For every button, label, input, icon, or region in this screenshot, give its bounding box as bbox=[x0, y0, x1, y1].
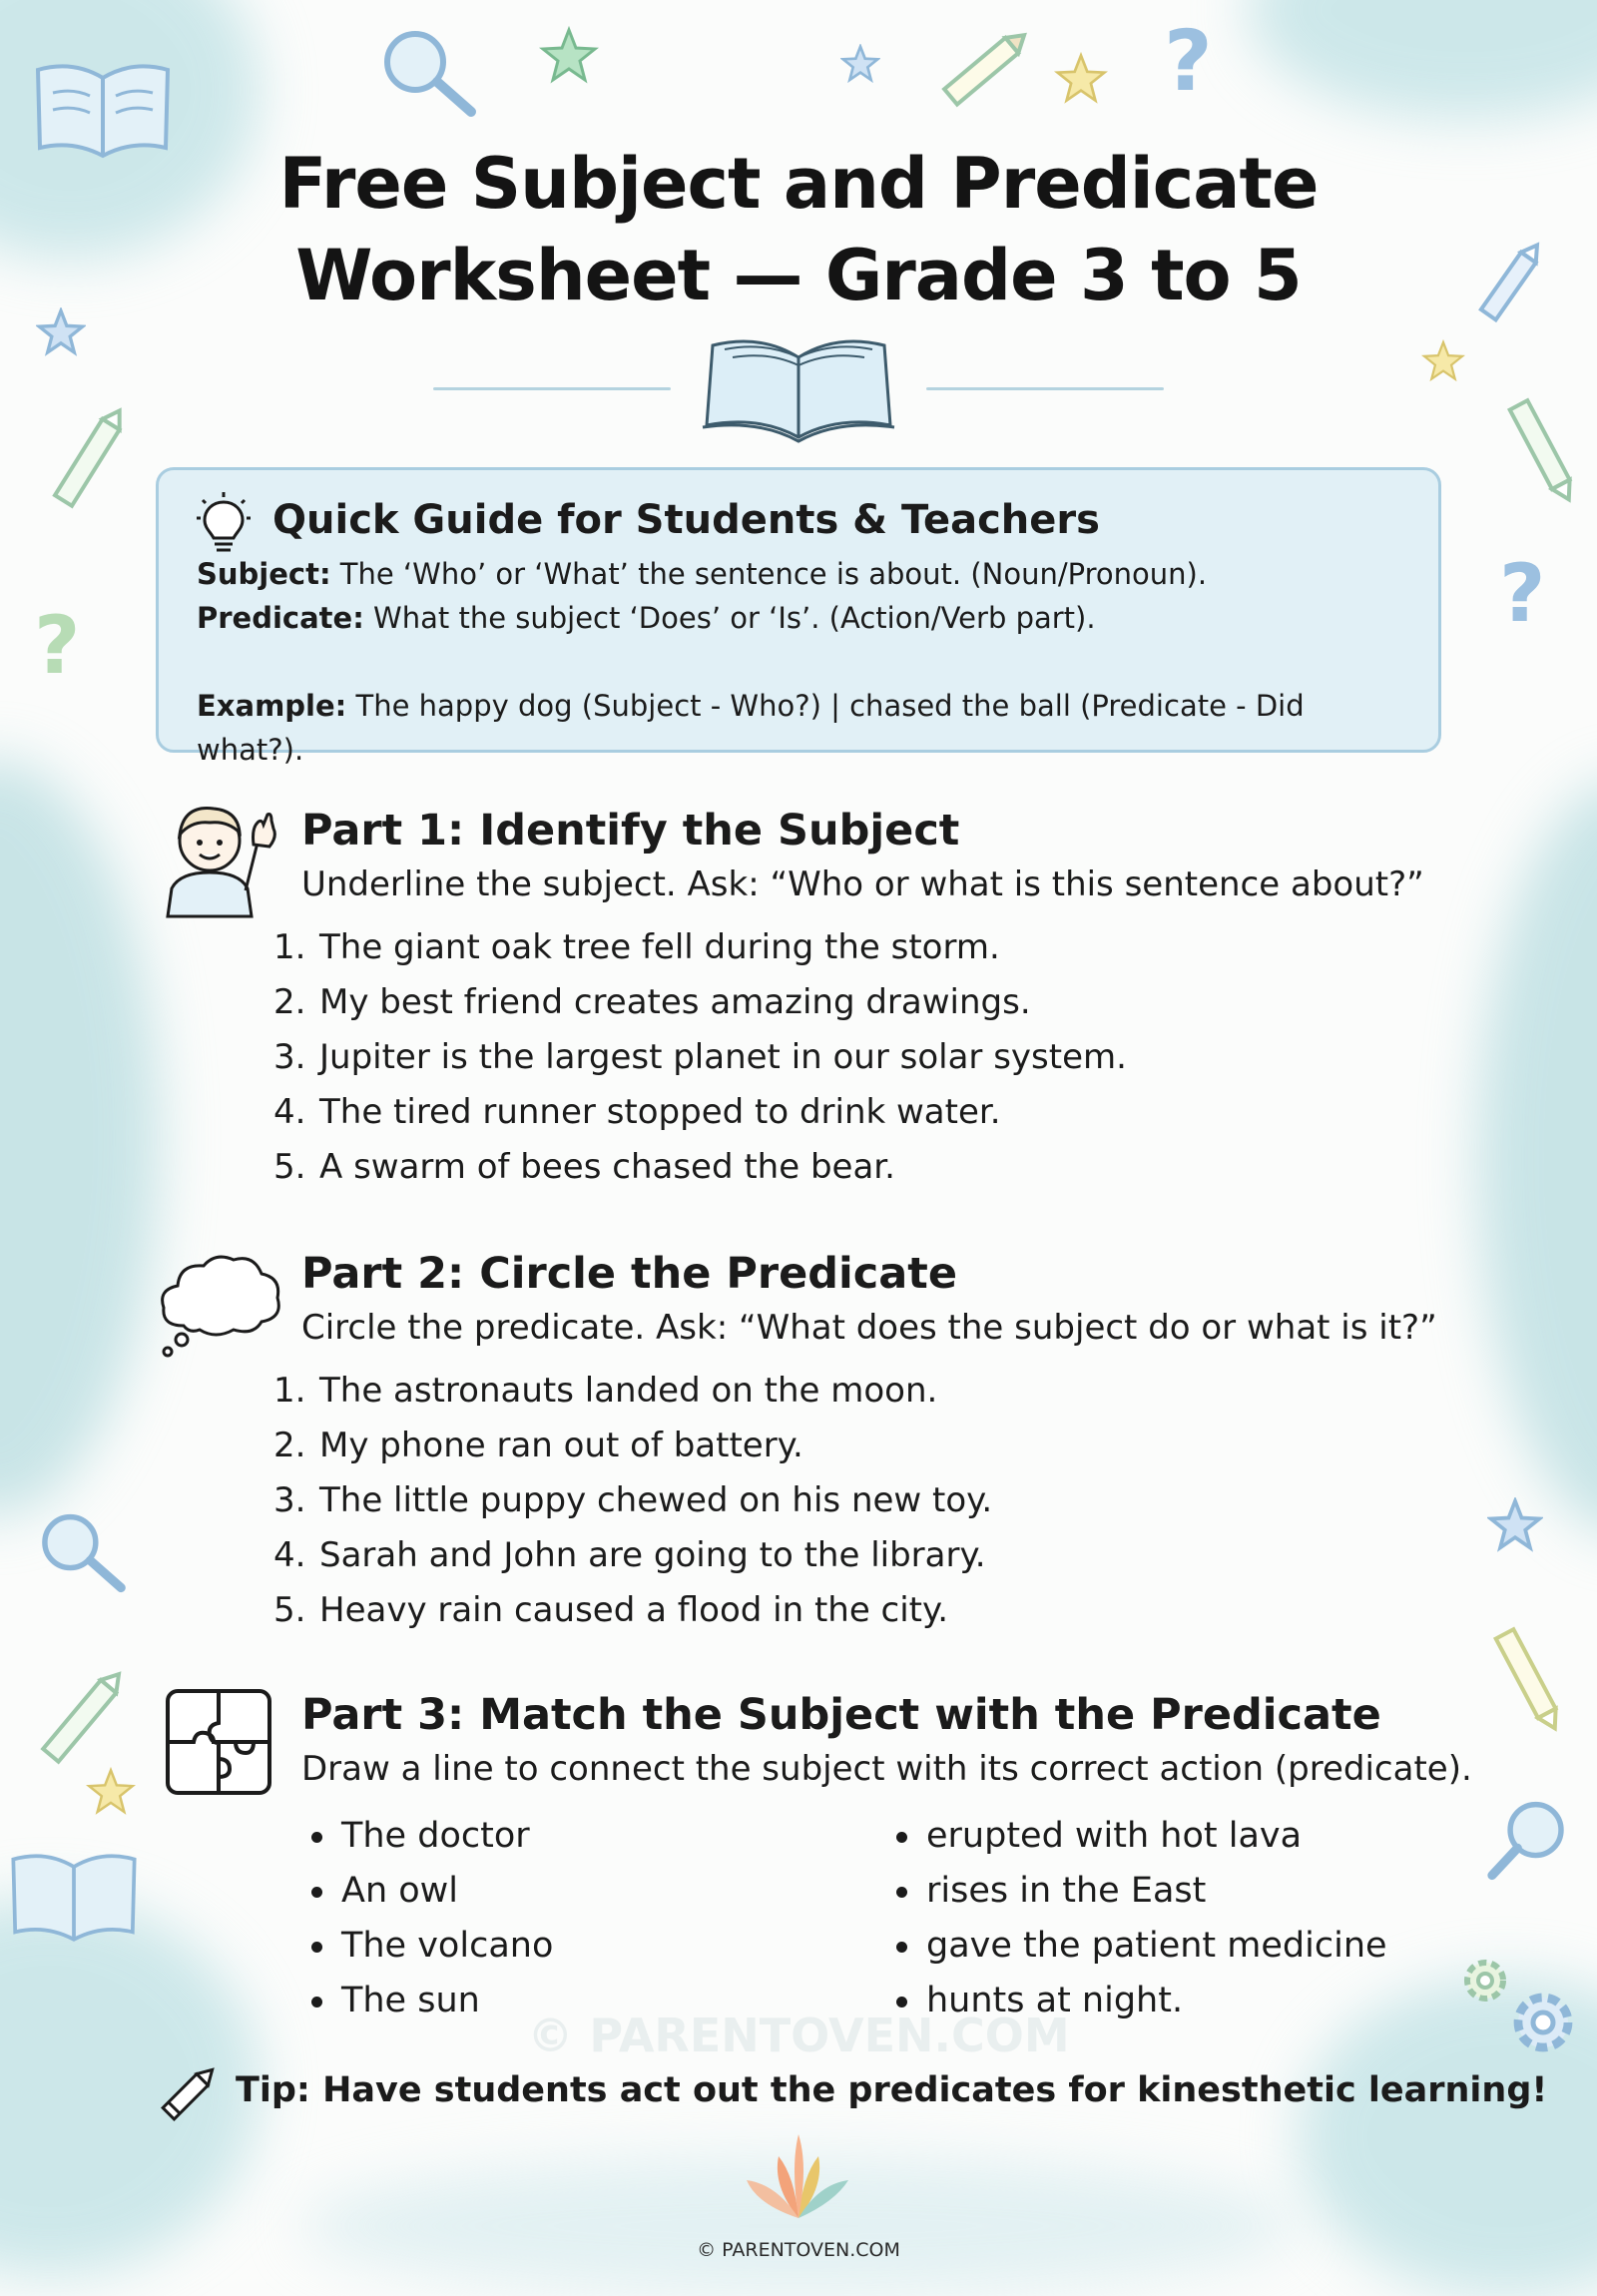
watercolor-wash-left bbox=[0, 759, 160, 1517]
guide-predicate-label: Predicate: bbox=[197, 601, 364, 635]
parentoven-logo bbox=[733, 2126, 864, 2234]
part-2-instruction: Circle the predicate. Ask: “What does the subject do or what is it?” bbox=[301, 1308, 1437, 1348]
match-subject-item: The doctor bbox=[303, 1809, 553, 1864]
star-doodle-icon bbox=[1054, 52, 1108, 106]
open-book-icon bbox=[699, 327, 898, 443]
guide-subject-line bbox=[197, 552, 1404, 596]
part-2-section bbox=[273, 1246, 1499, 1638]
item-number: 1. bbox=[273, 927, 306, 967]
list-item bbox=[273, 975, 1499, 1030]
list-item bbox=[273, 1419, 1499, 1473]
item-text: A swarm of bees chased the bear. bbox=[319, 1147, 895, 1187]
item-number: 4. bbox=[273, 1535, 306, 1575]
list-item bbox=[273, 1085, 1499, 1140]
item-text: Heavy rain caused a flood in the city. bbox=[319, 1590, 949, 1630]
list-item bbox=[273, 920, 1499, 975]
pencil-doodle-icon bbox=[1497, 379, 1587, 519]
magnifier-doodle-icon bbox=[1481, 1793, 1581, 1889]
watercolor-wash-top-right bbox=[1248, 0, 1597, 120]
guide-spacer bbox=[197, 640, 1404, 684]
thought-cloud-icon bbox=[154, 1246, 285, 1358]
match-predicates-list bbox=[888, 1809, 1387, 2028]
part-3-instruction: Draw a line to connect the subject with its correct action (predicate). bbox=[301, 1749, 1472, 1789]
star-doodle-icon bbox=[840, 44, 880, 84]
item-number: 5. bbox=[273, 1147, 306, 1187]
item-number: 3. bbox=[273, 1037, 306, 1077]
item-text: Jupiter is the largest planet in our solar system. bbox=[319, 1037, 1127, 1077]
guide-subject-text: The ‘Who’ or ‘What’ the sentence is about. (Noun/Pronoun). bbox=[330, 557, 1208, 591]
item-text: My best friend creates amazing drawings. bbox=[319, 982, 1031, 1022]
item-text: The astronauts landed on the moon. bbox=[319, 1371, 938, 1411]
item-number: 1. bbox=[273, 1371, 306, 1411]
item-number: 2. bbox=[273, 1426, 306, 1465]
item-text: The tired runner stopped to drink water. bbox=[319, 1092, 1001, 1132]
part-1-list bbox=[273, 920, 1499, 1195]
star-doodle-icon bbox=[86, 1767, 136, 1817]
puzzle-icon bbox=[164, 1687, 273, 1797]
page-title-line-2: Worksheet — Grade 3 to 5 bbox=[295, 235, 1302, 316]
part-1-title: Part 1: Identify the Subject bbox=[301, 806, 960, 856]
question-mark-doodle-icon: ? bbox=[1164, 12, 1213, 110]
footer-copyright: © PARENTOVEN.COM bbox=[697, 2239, 900, 2261]
question-mark-doodle-icon: ? bbox=[34, 599, 81, 692]
match-predicate-item: erupted with hot lava bbox=[888, 1809, 1387, 1864]
tip-text: Tip: Have students act out the predicates for kinesthetic learning! bbox=[236, 2070, 1548, 2110]
match-subjects-list bbox=[303, 1809, 553, 2028]
item-number: 2. bbox=[273, 982, 306, 1022]
match-subject-item: The volcano bbox=[303, 1919, 553, 1974]
guide-example-line bbox=[197, 684, 1404, 772]
item-text: My phone ran out of battery. bbox=[319, 1426, 803, 1465]
pencil-icon bbox=[154, 2056, 226, 2128]
list-item bbox=[273, 1528, 1499, 1583]
page-title bbox=[0, 138, 1597, 321]
match-predicate-item: hunts at night. bbox=[888, 1974, 1387, 2028]
question-mark-doodle-icon: ? bbox=[1499, 547, 1546, 640]
item-text: Sarah and John are going to the library. bbox=[319, 1535, 986, 1575]
part-2-title: Part 2: Circle the Predicate bbox=[301, 1249, 957, 1299]
part-3-section bbox=[301, 1687, 1499, 1805]
pencil-doodle-icon bbox=[930, 18, 1040, 118]
star-doodle-icon bbox=[539, 26, 599, 86]
match-subject-item: An owl bbox=[303, 1864, 553, 1919]
list-item bbox=[273, 1140, 1499, 1195]
part-1-section bbox=[273, 803, 1499, 1195]
title-divider-right bbox=[926, 387, 1164, 390]
list-item bbox=[273, 1473, 1499, 1528]
match-subject-item: The sun bbox=[303, 1974, 553, 2028]
star-doodle-icon bbox=[1421, 339, 1465, 383]
list-item bbox=[273, 1364, 1499, 1419]
guide-example-label: Example: bbox=[197, 689, 347, 723]
title-divider-left bbox=[433, 387, 671, 390]
page-title-line-1: Free Subject and Predicate bbox=[278, 143, 1319, 225]
part-3-title: Part 3: Match the Subject with the Predicate bbox=[301, 1690, 1381, 1740]
item-number: 3. bbox=[273, 1480, 306, 1520]
magnifier-doodle-icon bbox=[34, 1505, 134, 1601]
open-book-doodle-icon bbox=[4, 1835, 144, 1955]
guide-predicate-text: What the subject ‘Does’ or ‘Is’. (Action/Verb part). bbox=[363, 601, 1096, 635]
magnifier-doodle-icon bbox=[375, 26, 485, 122]
guide-example-text: The happy dog (Subject - Who?) | chased the ball (Predicate - Did what?). bbox=[197, 689, 1305, 767]
list-item bbox=[273, 1030, 1499, 1085]
quick-guide-box bbox=[156, 467, 1441, 767]
match-predicate-item: rises in the East bbox=[888, 1864, 1387, 1919]
quick-guide-heading: Quick Guide for Students & Teachers bbox=[272, 497, 1100, 543]
part-1-instruction: Underline the subject. Ask: “Who or what is this sentence about?” bbox=[301, 864, 1424, 904]
boy-waving-icon bbox=[158, 793, 281, 918]
watermark: © PARENTOVEN.COM bbox=[527, 2009, 1070, 2062]
item-number: 4. bbox=[273, 1092, 306, 1132]
list-item bbox=[273, 1583, 1499, 1638]
item-text: The giant oak tree fell during the storm. bbox=[319, 927, 1000, 967]
pencil-doodle-icon bbox=[40, 393, 140, 523]
pencil-doodle-icon bbox=[28, 1657, 138, 1777]
match-predicate-item: gave the patient medicine bbox=[888, 1919, 1387, 1974]
guide-predicate-line bbox=[197, 596, 1404, 640]
part-2-list bbox=[273, 1364, 1499, 1638]
item-number: 5. bbox=[273, 1590, 306, 1630]
lightbulb-icon bbox=[193, 490, 255, 556]
item-text: The little puppy chewed on his new toy. bbox=[319, 1480, 993, 1520]
guide-subject-label: Subject: bbox=[197, 557, 331, 591]
